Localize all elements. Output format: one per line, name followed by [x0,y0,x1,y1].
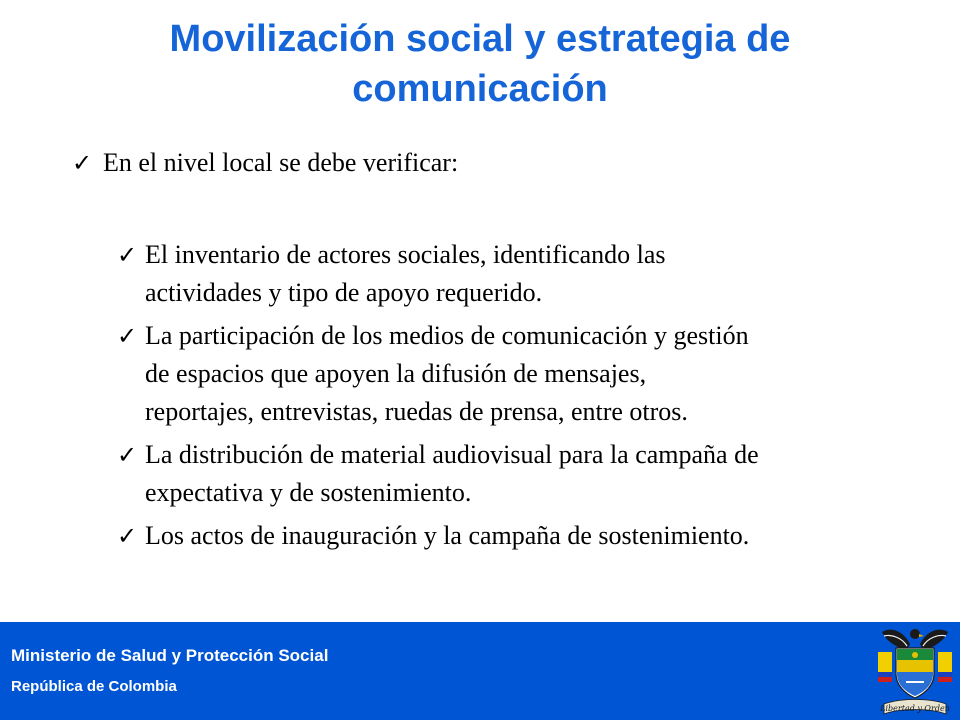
checkmark-icon: ✓ [117,322,138,350]
checkmark-icon: ✓ [117,441,138,469]
list-item [117,317,907,431]
verification-list [117,236,907,560]
organization-name: Ministerio de Salud y Protección Social [11,646,329,665]
list-item [117,517,907,555]
checkmark-icon: ✓ [117,522,138,550]
item-line: reportajes, entrevistas, ruedas de prensa, entre otros. [145,397,688,426]
title-line-2: comunicación [352,68,608,110]
intro-text: En el nivel local se debe verificar: [103,148,459,177]
list-item [117,436,907,512]
checkmark-icon: ✓ [117,241,138,269]
checkmark-icon: ✓ [72,149,93,177]
item-line: de espacios que apoyen la difusión de mensajes, [145,359,647,388]
slide-title [60,14,900,114]
item-line: La distribución de material audiovisual para la campaña de [145,440,759,469]
item-line: El inventario de actores sociales, identificando las [145,240,666,269]
coat-of-arms-icon [872,622,958,720]
list-item [117,236,907,312]
intro-bullet [72,146,892,180]
country-name: República de Colombia [11,678,177,695]
item-line: actividades y tipo de apoyo requerido. [145,278,543,307]
svg-text:Libertad y Orden: Libertad y Orden [880,704,950,713]
item-line: La participación de los medios de comunicación y gestión [145,321,749,350]
item-line: expectativa y de sostenimiento. [145,478,472,507]
item-line: Los actos de inauguración y la campaña de sostenimiento. [145,521,750,550]
title-line-1: Movilización social y estrategia de [169,18,791,60]
footer-bar [0,622,960,720]
